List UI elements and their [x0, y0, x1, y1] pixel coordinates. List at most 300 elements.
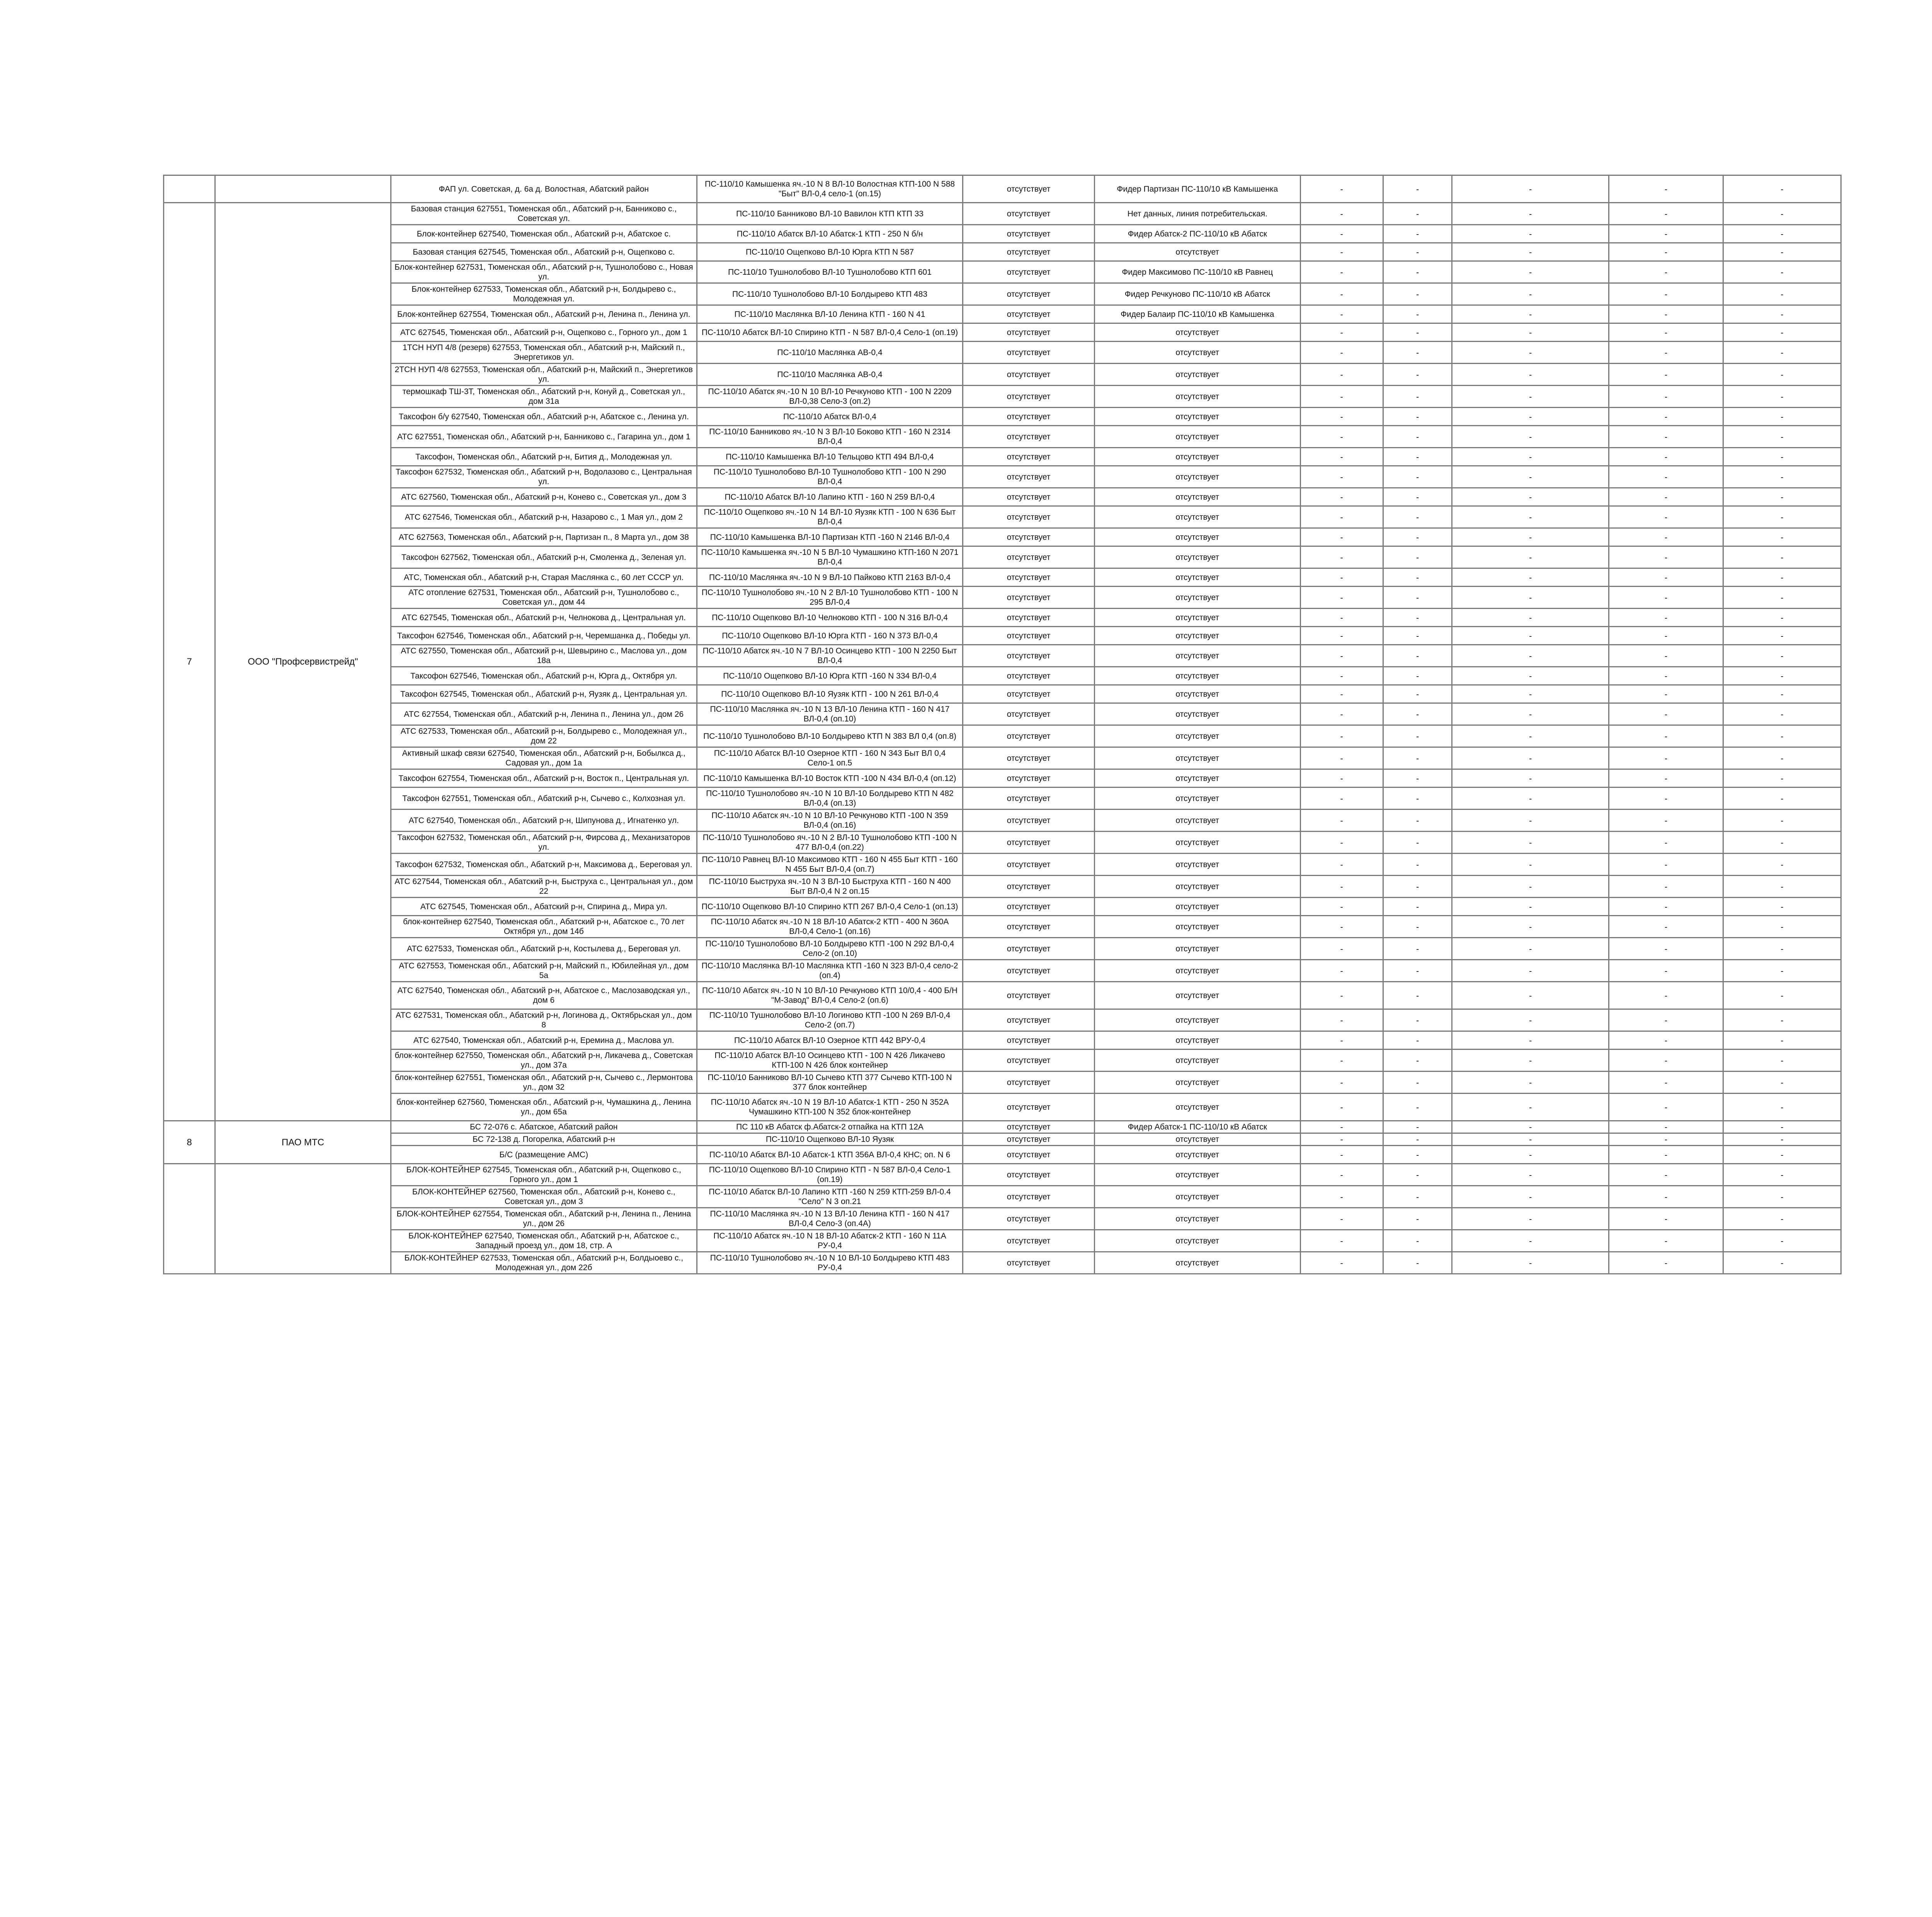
supply-source: ПС-110/10 Абатск ВЛ-10 Озерное КТП 442 ВРУ-0,4 — [697, 1031, 963, 1050]
feeder-cell: отсутствует — [1095, 1252, 1300, 1274]
dash-cell: - — [1723, 788, 1841, 810]
object-address: АТС 627533, Тюменская обл., Абатский р-н, Костылева д., Береговая ул. — [391, 938, 697, 960]
status-cell: отсутствует — [963, 1146, 1095, 1164]
dash-cell: - — [1383, 386, 1452, 408]
table-row — [164, 488, 1841, 506]
status-cell: отсутствует — [963, 1230, 1095, 1252]
dash-cell: - — [1383, 609, 1452, 627]
dash-cell: - — [1300, 243, 1383, 261]
dash-cell: - — [1609, 1133, 1723, 1146]
supply-source: ПС-110/10 Абатск яч.-10 N 19 ВЛ-10 Абатск-1 КТП - 250 N 352А Чумашкино КТП-100 N 352 блок-контейнер — [697, 1094, 963, 1121]
object-address: АТС 627531, Тюменская обл., Абатский р-н, Логинова д., Октябрьская ул., дом 8 — [391, 1009, 697, 1031]
dash-cell: - — [1383, 1186, 1452, 1208]
dash-cell: - — [1300, 283, 1383, 305]
supply-source: ПС-110/10 Абатск ВЛ-10 Абатск-1 КТП - 250 N б/н — [697, 225, 963, 243]
table-row — [164, 466, 1841, 488]
object-address: АТС 627545, Тюменская обл., Абатский р-н, Ощепково с., Горного ул., дом 1 — [391, 323, 697, 342]
dash-cell: - — [1609, 667, 1723, 685]
dash-cell: - — [1383, 175, 1452, 203]
dash-cell: - — [1300, 1072, 1383, 1094]
supply-source: ПС-110/10 Абатск яч.-10 N 18 ВЛ-10 Абатск-2 КТП - 400 N 360А ВЛ-0,4 Село-1 (оп.16) — [697, 916, 963, 938]
feeder-cell: отсутствует — [1095, 386, 1300, 408]
object-address: АТС 627553, Тюменская обл., Абатский р-н, Майский п., Юбилейная ул., дом 5а — [391, 960, 697, 982]
table-row — [164, 175, 1841, 203]
feeder-cell: отсутствует — [1095, 876, 1300, 898]
dash-cell: - — [1300, 725, 1383, 747]
organization-name: ООО "Профсервистрейд" — [215, 203, 391, 1121]
dash-cell: - — [1383, 960, 1452, 982]
table-row — [164, 243, 1841, 261]
dash-cell: - — [1383, 426, 1452, 448]
dash-cell: - — [1609, 175, 1723, 203]
dash-cell: - — [1300, 386, 1383, 408]
dash-cell: - — [1383, 1121, 1452, 1133]
supply-source: ПС-110/10 Камышенка яч.-10 N 8 ВЛ-10 Волостная КТП-100 N 588 "Быт" ВЛ-0,4 село-1 (оп.15) — [697, 175, 963, 203]
dash-cell: - — [1383, 788, 1452, 810]
dash-cell: - — [1300, 832, 1383, 854]
object-address: Базовая станция 627551, Тюменская обл., Абатский р-н, Банниково с., Советская ул. — [391, 203, 697, 225]
feeder-cell: отсутствует — [1095, 898, 1300, 916]
dash-cell: - — [1452, 854, 1609, 876]
status-cell: отсутствует — [963, 426, 1095, 448]
dash-cell: - — [1723, 938, 1841, 960]
dash-cell: - — [1452, 448, 1609, 466]
feeder-cell: отсутствует — [1095, 938, 1300, 960]
supply-source: ПС-110/10 Абатск ВЛ-10 Спирино КТП - N 587 ВЛ-0,4 Село-1 (оп.19) — [697, 323, 963, 342]
table-row — [164, 1146, 1841, 1164]
dash-cell: - — [1383, 323, 1452, 342]
table-row — [164, 386, 1841, 408]
dash-cell: - — [1383, 364, 1452, 386]
group-number — [164, 175, 215, 203]
feeder-cell: отсутствует — [1095, 645, 1300, 667]
dash-cell: - — [1723, 1009, 1841, 1031]
dash-cell: - — [1300, 426, 1383, 448]
supply-source: ПС-110/10 Тушнолобово яч.-10 N 10 ВЛ-10 Болдырево КТП N 482 ВЛ-0,4 (оп.13) — [697, 788, 963, 810]
dash-cell: - — [1723, 323, 1841, 342]
dash-cell: - — [1300, 175, 1383, 203]
dash-cell: - — [1452, 261, 1609, 283]
feeder-cell: отсутствует — [1095, 466, 1300, 488]
dash-cell: - — [1609, 876, 1723, 898]
feeder-cell: отсутствует — [1095, 448, 1300, 466]
status-cell: отсутствует — [963, 960, 1095, 982]
status-cell: отсутствует — [963, 982, 1095, 1009]
table-row — [164, 1208, 1841, 1230]
dash-cell: - — [1609, 1094, 1723, 1121]
status-cell: отсутствует — [963, 386, 1095, 408]
feeder-cell: отсутствует — [1095, 810, 1300, 832]
dash-cell: - — [1383, 898, 1452, 916]
feeder-cell: отсутствует — [1095, 342, 1300, 364]
status-cell: отсутствует — [963, 225, 1095, 243]
dash-cell: - — [1723, 725, 1841, 747]
dash-cell: - — [1609, 466, 1723, 488]
dash-cell: - — [1723, 645, 1841, 667]
object-address: 2ТСН НУП 4/8 627553, Тюменская обл., Абатский р-н, Майский п., Энергетиков ул. — [391, 364, 697, 386]
dash-cell: - — [1609, 747, 1723, 769]
feeder-cell: отсутствует — [1095, 747, 1300, 769]
dash-cell: - — [1452, 747, 1609, 769]
table-row — [164, 645, 1841, 667]
feeder-cell: отсутствует — [1095, 769, 1300, 788]
feeder-cell: отсутствует — [1095, 408, 1300, 426]
dash-cell: - — [1723, 960, 1841, 982]
object-address: Таксофон, Тюменская обл., Абатский р-н, Бития д., Молодежная ул. — [391, 448, 697, 466]
status-cell: отсутствует — [963, 898, 1095, 916]
feeder-cell: отсутствует — [1095, 916, 1300, 938]
status-cell: отсутствует — [963, 175, 1095, 203]
table-row — [164, 1121, 1841, 1133]
supply-source: ПС-110/10 Абатск яч.-10 N 7 ВЛ-10 Осинцево КТП - 100 N 2250 Быт ВЛ-0,4 — [697, 645, 963, 667]
feeder-cell: отсутствует — [1095, 323, 1300, 342]
object-address: Блок-контейнер 627554, Тюменская обл., Абатский р-н, Ленина п., Ленина ул. — [391, 305, 697, 323]
table-row — [164, 225, 1841, 243]
supply-source: ПС-110/10 Абатск ВЛ-10 Осинцево КТП - 100 N 426 Ликачево КТП-100 N 426 блок контейнер — [697, 1050, 963, 1072]
dash-cell: - — [1383, 488, 1452, 506]
dash-cell: - — [1452, 305, 1609, 323]
object-address: Таксофон 627551, Тюменская обл., Абатский р-н, Сычево с., Колхозная ул. — [391, 788, 697, 810]
status-cell: отсутствует — [963, 938, 1095, 960]
dash-cell: - — [1723, 832, 1841, 854]
dash-cell: - — [1609, 305, 1723, 323]
table-row — [164, 938, 1841, 960]
data-table — [163, 175, 1842, 1274]
table-row — [164, 609, 1841, 627]
dash-cell: - — [1452, 1009, 1609, 1031]
dash-cell: - — [1452, 788, 1609, 810]
dash-cell: - — [1452, 488, 1609, 506]
dash-cell: - — [1723, 342, 1841, 364]
status-cell: отсутствует — [963, 1050, 1095, 1072]
status-cell: отсутствует — [963, 305, 1095, 323]
dash-cell: - — [1383, 747, 1452, 769]
status-cell: отсутствует — [963, 832, 1095, 854]
dash-cell: - — [1609, 203, 1723, 225]
dash-cell: - — [1609, 1050, 1723, 1072]
object-address: АТС 627545, Тюменская обл., Абатский р-н, Челнокова д., Центральная ул. — [391, 609, 697, 627]
feeder-cell: отсутствует — [1095, 426, 1300, 448]
dash-cell: - — [1723, 1133, 1841, 1146]
dash-cell: - — [1723, 1072, 1841, 1094]
status-cell: отсутствует — [963, 568, 1095, 587]
dash-cell: - — [1300, 506, 1383, 528]
table-row — [164, 261, 1841, 283]
object-address: блок-контейнер 627550, Тюменская обл., Абатский р-н, Ликачева д., Советская ул., дом 37а — [391, 1050, 697, 1072]
status-cell: отсутствует — [963, 342, 1095, 364]
supply-source: ПС-110/10 Ощепково яч.-10 N 14 ВЛ-10 Яузяк КТП - 100 N 636 Быт ВЛ-0,4 — [697, 506, 963, 528]
dash-cell: - — [1383, 408, 1452, 426]
supply-source: ПС-110/10 Абатск яч.-10 N 18 ВЛ-10 Абатск-2 КТП - 160 N 11А РУ-0,4 — [697, 1230, 963, 1252]
dash-cell: - — [1723, 1146, 1841, 1164]
supply-source: ПС-110/10 Банниково ВЛ-10 Вавилон КТП КТП 33 — [697, 203, 963, 225]
dash-cell: - — [1609, 645, 1723, 667]
dash-cell: - — [1609, 506, 1723, 528]
dash-cell: - — [1300, 1230, 1383, 1252]
dash-cell: - — [1452, 645, 1609, 667]
status-cell: отсутствует — [963, 854, 1095, 876]
dash-cell: - — [1300, 854, 1383, 876]
dash-cell: - — [1300, 1094, 1383, 1121]
dash-cell: - — [1723, 305, 1841, 323]
dash-cell: - — [1609, 342, 1723, 364]
table-row — [164, 283, 1841, 305]
status-cell: отсутствует — [963, 323, 1095, 342]
dash-cell: - — [1300, 627, 1383, 645]
dash-cell: - — [1300, 810, 1383, 832]
dash-cell: - — [1300, 1164, 1383, 1186]
feeder-cell: Фидер Максимово ПС-110/10 кВ Равнец — [1095, 261, 1300, 283]
dash-cell: - — [1383, 1230, 1452, 1252]
dash-cell: - — [1383, 1050, 1452, 1072]
table-row — [164, 960, 1841, 982]
dash-cell: - — [1723, 225, 1841, 243]
feeder-cell: Фидер Речкуново ПС-110/10 кВ Абатск — [1095, 283, 1300, 305]
status-cell: отсутствует — [963, 448, 1095, 466]
dash-cell: - — [1609, 898, 1723, 916]
dash-cell: - — [1452, 1230, 1609, 1252]
dash-cell: - — [1300, 645, 1383, 667]
object-address: Таксофон 627532, Тюменская обл., Абатский р-н, Фирсова д., Механизаторов ул. — [391, 832, 697, 854]
status-cell: отсутствует — [963, 1133, 1095, 1146]
table-row — [164, 667, 1841, 685]
dash-cell: - — [1609, 1121, 1723, 1133]
dash-cell: - — [1383, 342, 1452, 364]
table-row — [164, 1009, 1841, 1031]
object-address: Блок-контейнер 627540, Тюменская обл., Абатский р-н, Абатское с. — [391, 225, 697, 243]
dash-cell: - — [1383, 982, 1452, 1009]
dash-cell: - — [1300, 305, 1383, 323]
organization-name — [215, 175, 391, 203]
feeder-cell: отсутствует — [1095, 788, 1300, 810]
status-cell: отсутствует — [963, 725, 1095, 747]
dash-cell: - — [1300, 960, 1383, 982]
group-number: 7 — [164, 203, 215, 1121]
status-cell: отсутствует — [963, 364, 1095, 386]
object-address: Таксофон 627562, Тюменская обл., Абатский р-н, Смоленка д., Зеленая ул. — [391, 546, 697, 568]
dash-cell: - — [1300, 1050, 1383, 1072]
dash-cell: - — [1300, 788, 1383, 810]
feeder-cell: Фидер Абатск-1 ПС-110/10 кВ Абатск — [1095, 1121, 1300, 1133]
dash-cell: - — [1609, 225, 1723, 243]
dash-cell: - — [1300, 364, 1383, 386]
table-row — [164, 1186, 1841, 1208]
supply-source: ПС-110/10 Ощепково ВЛ-10 Яузяк КТП - 100 N 261 ВЛ-0,4 — [697, 685, 963, 703]
dash-cell: - — [1609, 283, 1723, 305]
organization-name — [215, 1164, 391, 1274]
status-cell: отсутствует — [963, 1009, 1095, 1031]
dash-cell: - — [1609, 854, 1723, 876]
feeder-cell: отсутствует — [1095, 243, 1300, 261]
dash-cell: - — [1300, 747, 1383, 769]
supply-source: ПС-110/10 Маслянка яч.-10 N 9 ВЛ-10 Пайково КТП 2163 ВЛ-0,4 — [697, 568, 963, 587]
dash-cell: - — [1452, 1121, 1609, 1133]
dash-cell: - — [1300, 1133, 1383, 1146]
dash-cell: - — [1452, 1146, 1609, 1164]
table-row — [164, 203, 1841, 225]
supply-source: ПС-110/10 Маслянка АВ-0,4 — [697, 342, 963, 364]
feeder-cell: отсутствует — [1095, 568, 1300, 587]
dash-cell: - — [1383, 587, 1452, 609]
dash-cell: - — [1723, 916, 1841, 938]
object-address: Таксофон б/у 627540, Тюменская обл., Абатский р-н, Абатское с., Ленина ул. — [391, 408, 697, 426]
dash-cell: - — [1723, 1031, 1841, 1050]
dash-cell: - — [1383, 769, 1452, 788]
supply-source: ПС-110/10 Тушнолобово ВЛ-10 Болдырево КТП 483 — [697, 283, 963, 305]
status-cell: отсутствует — [963, 466, 1095, 488]
dash-cell: - — [1609, 1164, 1723, 1186]
table-row — [164, 788, 1841, 810]
status-cell: отсутствует — [963, 1031, 1095, 1050]
dash-cell: - — [1300, 408, 1383, 426]
dash-cell: - — [1383, 1252, 1452, 1274]
dash-cell: - — [1609, 546, 1723, 568]
dash-cell: - — [1609, 386, 1723, 408]
dash-cell: - — [1300, 488, 1383, 506]
status-cell: отсутствует — [963, 645, 1095, 667]
dash-cell: - — [1609, 426, 1723, 448]
dash-cell: - — [1609, 703, 1723, 725]
dash-cell: - — [1383, 243, 1452, 261]
feeder-cell: отсутствует — [1095, 506, 1300, 528]
supply-source: ПС-110/10 Камышенка ВЛ-10 Восток КТП -100 N 434 ВЛ-0,4 (оп.12) — [697, 769, 963, 788]
table-row — [164, 546, 1841, 568]
dash-cell: - — [1609, 685, 1723, 703]
dash-cell: - — [1300, 261, 1383, 283]
dash-cell: - — [1452, 175, 1609, 203]
dash-cell: - — [1452, 725, 1609, 747]
dash-cell: - — [1609, 1186, 1723, 1208]
dash-cell: - — [1383, 685, 1452, 703]
supply-source: ПС-110/10 Тушнолобово яч.-10 N 10 ВЛ-10 Болдырево КТП 483 РУ-0,4 — [697, 1252, 963, 1274]
dash-cell: - — [1723, 1186, 1841, 1208]
supply-source: ПС-110/10 Тушнолобово ВЛ-10 Болдырево КТП N 383 ВЛ 0,4 (оп.8) — [697, 725, 963, 747]
supply-source: ПС-110/10 Равнец ВЛ-10 Максимово КТП - 160 N 455 Быт КТП - 160 N 455 Быт ВЛ-0,4 (оп.7) — [697, 854, 963, 876]
dash-cell: - — [1723, 898, 1841, 916]
dash-cell: - — [1723, 1252, 1841, 1274]
dash-cell: - — [1300, 916, 1383, 938]
supply-source: ПС-110/10 Камышенка ВЛ-10 Партизан КТП -160 N 2146 ВЛ-0,4 — [697, 528, 963, 546]
supply-source: ПС-110/10 Ощепково ВЛ-10 Юрга КТП - 160 N 373 ВЛ-0,4 — [697, 627, 963, 645]
dash-cell: - — [1383, 916, 1452, 938]
dash-cell: - — [1452, 832, 1609, 854]
supply-source: ПС-110/10 Камышенка ВЛ-10 Тельцово КТП 494 ВЛ-0,4 — [697, 448, 963, 466]
dash-cell: - — [1452, 243, 1609, 261]
dash-cell: - — [1300, 938, 1383, 960]
dash-cell: - — [1300, 466, 1383, 488]
object-address: Таксофон 627532, Тюменская обл., Абатский р-н, Водолазово с., Центральная ул. — [391, 466, 697, 488]
status-cell: отсутствует — [963, 587, 1095, 609]
dash-cell: - — [1452, 667, 1609, 685]
feeder-cell: отсутствует — [1095, 1133, 1300, 1146]
object-address: БЛОК-КОНТЕЙНЕР 627545, Тюменская обл., Абатский р-н, Ощепково с., Горного ул., дом 1 — [391, 1164, 697, 1186]
table-row — [164, 898, 1841, 916]
feeder-cell: отсутствует — [1095, 1009, 1300, 1031]
dash-cell: - — [1609, 1230, 1723, 1252]
dash-cell: - — [1300, 609, 1383, 627]
object-address: термошкаф ТШ-3Т, Тюменская обл., Абатский р-н, Конуй д., Советская ул., дом 31а — [391, 386, 697, 408]
dash-cell: - — [1383, 703, 1452, 725]
dash-cell: - — [1452, 283, 1609, 305]
feeder-cell: отсутствует — [1095, 587, 1300, 609]
dash-cell: - — [1383, 1009, 1452, 1031]
table-row — [164, 305, 1841, 323]
dash-cell: - — [1300, 769, 1383, 788]
status-cell: отсутствует — [963, 1072, 1095, 1094]
dash-cell: - — [1723, 810, 1841, 832]
supply-source: ПС-110/10 Маслянка яч.-10 N 13 ВЛ-10 Ленина КТП - 160 N 417 ВЛ-0,4 (оп.10) — [697, 703, 963, 725]
dash-cell: - — [1723, 261, 1841, 283]
dash-cell: - — [1300, 568, 1383, 587]
object-address: АТС 627540, Тюменская обл., Абатский р-н, Еремина д., Маслова ул. — [391, 1031, 697, 1050]
dash-cell: - — [1300, 876, 1383, 898]
supply-source: ПС-110/10 Маслянка ВЛ-10 Маслянка КТП -160 N 323 ВЛ-0,4 село-2 (оп.4) — [697, 960, 963, 982]
feeder-cell: отсутствует — [1095, 960, 1300, 982]
supply-source: ПС-110/10 Камышенка яч.-10 N 5 ВЛ-10 Чумашкино КТП-160 N 2071 ВЛ-0,4 — [697, 546, 963, 568]
object-address: Б/С (размещение АМС) — [391, 1146, 697, 1164]
organization-name: ПАО МТС — [215, 1121, 391, 1164]
dash-cell: - — [1383, 225, 1452, 243]
table-row — [164, 747, 1841, 769]
object-address: АТС 627563, Тюменская обл., Абатский р-н, Партизан п., 8 Марта ул., дом 38 — [391, 528, 697, 546]
feeder-cell: отсутствует — [1095, 1208, 1300, 1230]
status-cell: отсутствует — [963, 788, 1095, 810]
group-number: 8 — [164, 1121, 215, 1164]
status-cell: отсутствует — [963, 243, 1095, 261]
supply-source: ПС-110/10 Быструха яч.-10 N 3 ВЛ-10 Быструха КТП - 160 N 400 Быт ВЛ-0,4 N 2 оп.15 — [697, 876, 963, 898]
feeder-cell: отсутствует — [1095, 685, 1300, 703]
object-address: Таксофон 627545, Тюменская обл., Абатский р-н, Яузяк д., Центральная ул. — [391, 685, 697, 703]
supply-source: ПС-110/10 Ощепково ВЛ-10 Яузяк — [697, 1133, 963, 1146]
dash-cell: - — [1723, 1050, 1841, 1072]
dash-cell: - — [1723, 386, 1841, 408]
supply-source: ПС-110/10 Абатск ВЛ-10 Абатск-1 КТП 356А ВЛ-0,4 КНС; оп. N 6 — [697, 1146, 963, 1164]
dash-cell: - — [1723, 609, 1841, 627]
dash-cell: - — [1723, 1094, 1841, 1121]
status-cell: отсутствует — [963, 1094, 1095, 1121]
dash-cell: - — [1609, 568, 1723, 587]
object-address: Таксофон 627554, Тюменская обл., Абатский р-н, Восток п., Центральная ул. — [391, 769, 697, 788]
status-cell: отсутствует — [963, 1252, 1095, 1274]
feeder-cell: отсутствует — [1095, 1094, 1300, 1121]
feeder-cell: отсутствует — [1095, 1164, 1300, 1186]
supply-source: ПС-110/10 Тушнолобово яч.-10 N 2 ВЛ-10 Тушнолобово КТП -100 N 477 ВЛ-0,4 (оп.22) — [697, 832, 963, 854]
dash-cell: - — [1452, 323, 1609, 342]
supply-source: ПС-110/10 Абатск ВЛ-10 Озерное КТП - 160 N 343 Быт ВЛ 0,4 Село-1 оп.5 — [697, 747, 963, 769]
dash-cell: - — [1383, 261, 1452, 283]
dash-cell: - — [1452, 982, 1609, 1009]
dash-cell: - — [1452, 1094, 1609, 1121]
table-row — [164, 1094, 1841, 1121]
supply-source: ПС-110/10 Банниково ВЛ-10 Сычево КТП 377 Сычево КТП-100 N 377 блок контейнер — [697, 1072, 963, 1094]
dash-cell: - — [1723, 1164, 1841, 1186]
dash-cell: - — [1300, 587, 1383, 609]
dash-cell: - — [1383, 283, 1452, 305]
object-address: АТС 627551, Тюменская обл., Абатский р-н, Банниково с., Гагарина ул., дом 1 — [391, 426, 697, 448]
dash-cell: - — [1300, 323, 1383, 342]
dash-cell: - — [1609, 960, 1723, 982]
dash-cell: - — [1300, 1009, 1383, 1031]
supply-source: ПС-110/10 Маслянка АВ-0,4 — [697, 364, 963, 386]
dash-cell: - — [1723, 506, 1841, 528]
supply-source: ПС 110 кВ Абатск ф.Абатск-2 отпайка на КТП 12А — [697, 1121, 963, 1133]
supply-source: ПС-110/10 Тушнолобово ВЛ-10 Болдырево КТП -100 N 292 ВЛ-0,4 Село-2 (оп.10) — [697, 938, 963, 960]
dash-cell: - — [1609, 916, 1723, 938]
feeder-cell: Нет данных, линия потребительская. — [1095, 203, 1300, 225]
dash-cell: - — [1383, 1208, 1452, 1230]
dash-cell: - — [1452, 506, 1609, 528]
dash-cell: - — [1383, 203, 1452, 225]
